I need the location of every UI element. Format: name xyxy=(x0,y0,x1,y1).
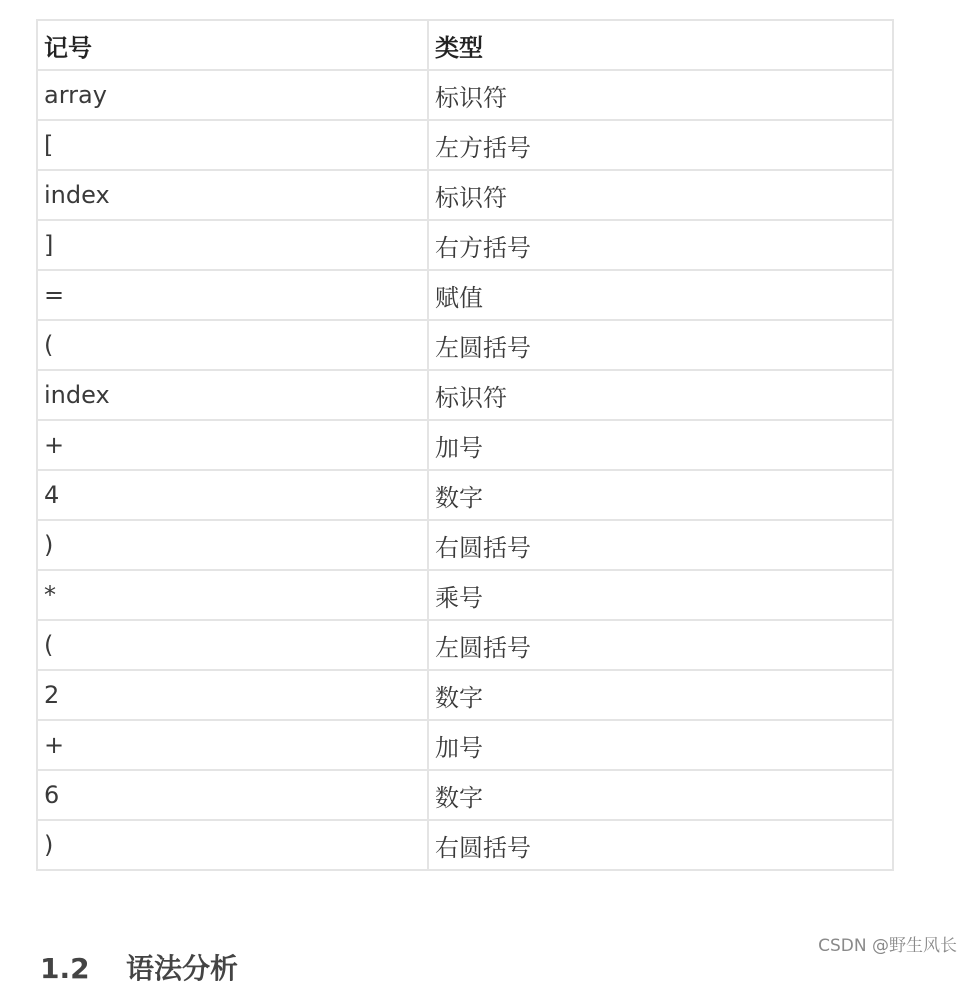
section-title: 语法分析 xyxy=(126,952,239,985)
table-row xyxy=(37,170,893,220)
table-row xyxy=(37,470,893,520)
token-cell: 4 xyxy=(37,470,428,520)
token-cell: ( xyxy=(37,320,428,370)
type-cell: 标识符 xyxy=(428,370,893,420)
token-cell: [ xyxy=(37,120,428,170)
watermark: CSDN @野生风长 xyxy=(818,936,957,956)
section-heading xyxy=(40,947,238,987)
type-cell: 右方括号 xyxy=(428,220,893,270)
table-row xyxy=(37,320,893,370)
type-cell: 右圆括号 xyxy=(428,820,893,870)
token-cell: ( xyxy=(37,620,428,670)
table-row xyxy=(37,770,893,820)
table-row xyxy=(37,570,893,620)
type-cell: 数字 xyxy=(428,770,893,820)
type-cell: 加号 xyxy=(428,720,893,770)
table-row xyxy=(37,820,893,870)
token-cell: ) xyxy=(37,520,428,570)
table-row xyxy=(37,720,893,770)
type-cell: 数字 xyxy=(428,670,893,720)
token-cell: array xyxy=(37,70,428,120)
table-row xyxy=(37,520,893,570)
type-cell: 加号 xyxy=(428,420,893,470)
type-cell: 左方括号 xyxy=(428,120,893,170)
header-token: 记号 xyxy=(37,20,428,70)
token-cell: ) xyxy=(37,820,428,870)
type-cell: 标识符 xyxy=(428,170,893,220)
header-type: 类型 xyxy=(428,20,893,70)
type-cell: 左圆括号 xyxy=(428,620,893,670)
token-table xyxy=(36,19,894,871)
type-cell: 标识符 xyxy=(428,70,893,120)
token-cell: + xyxy=(37,420,428,470)
table-row xyxy=(37,220,893,270)
type-cell: 赋值 xyxy=(428,270,893,320)
table-row xyxy=(37,370,893,420)
table-row xyxy=(37,420,893,470)
type-cell: 左圆括号 xyxy=(428,320,893,370)
token-cell: index xyxy=(37,170,428,220)
token-cell: + xyxy=(37,720,428,770)
table-row xyxy=(37,70,893,120)
header-row xyxy=(37,20,893,70)
type-cell: 右圆括号 xyxy=(428,520,893,570)
token-cell: 2 xyxy=(37,670,428,720)
table-row xyxy=(37,620,893,670)
token-cell: 6 xyxy=(37,770,428,820)
type-cell: 数字 xyxy=(428,470,893,520)
token-cell: ] xyxy=(37,220,428,270)
token-cell: index xyxy=(37,370,428,420)
token-cell: * xyxy=(37,570,428,620)
table-row xyxy=(37,670,893,720)
table-row xyxy=(37,270,893,320)
token-cell: = xyxy=(37,270,428,320)
table-row xyxy=(37,120,893,170)
section-number: 1.2 xyxy=(40,952,90,985)
type-cell: 乘号 xyxy=(428,570,893,620)
